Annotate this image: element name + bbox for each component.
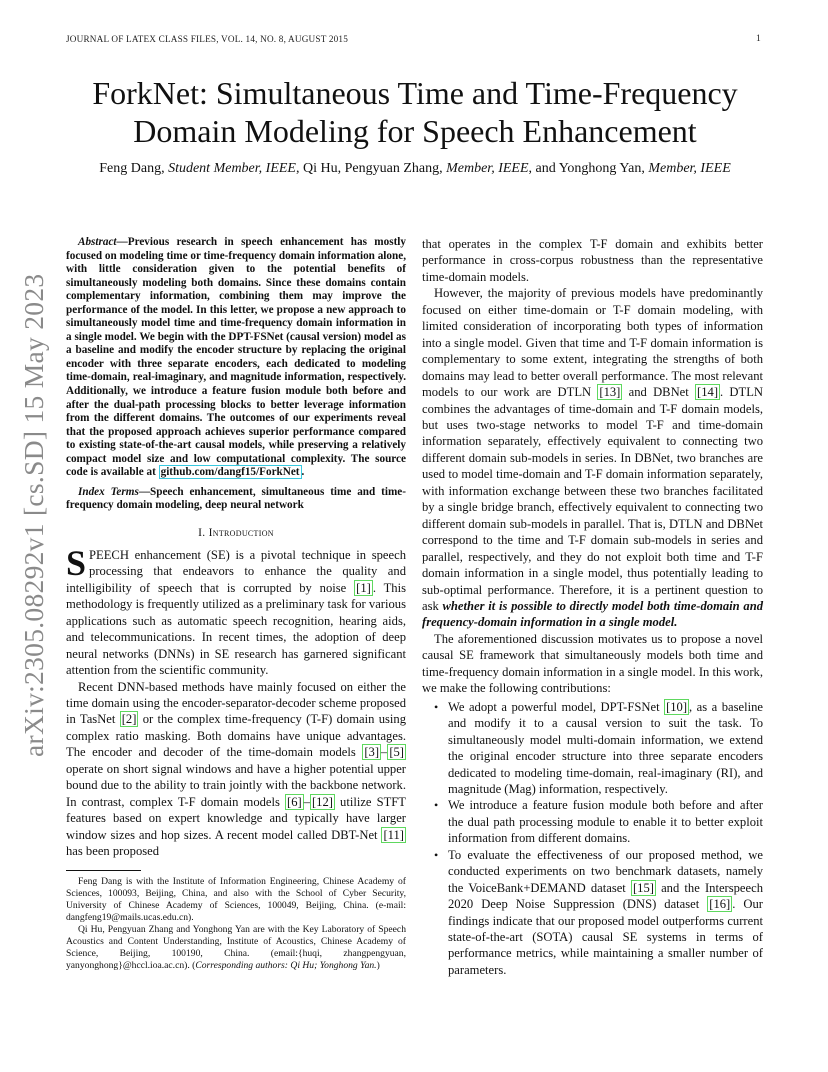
contribution-2 (422, 797, 763, 846)
paper-title (60, 74, 770, 150)
right-column (422, 236, 763, 978)
abstract-end: . (301, 466, 305, 479)
citation-16[interactable]: [16] (709, 897, 731, 912)
citation-11[interactable]: [11] (383, 827, 404, 842)
left-column (66, 236, 406, 972)
author-4-membership: Member, IEEE (648, 161, 731, 176)
author-1-membership: Student Member, IEEE (168, 161, 296, 176)
footnote-2-text: Qi Hu, Pengyuan Zhang and Yonghong Yan are with the Key Laboratory of Speech Acoustics and Content Understanding, Institute of Acoustics, Chinese Academy of Science, Beijing, 100190, China. (email:{huqi, zhangpengyuan, yanyonghong}@hccl.ioa.ac.cn). ( (66, 923, 406, 971)
contribution-2-text: We introduce a feature fusion module both before and after the dual path processing module to enable it to better exploit information from different domains. (448, 798, 763, 846)
index-terms-label: Index Terms (78, 485, 139, 498)
corresponding-authors: Corresponding authors: Qi Hu; Yonghong Yan. (195, 959, 377, 971)
contributions-list (422, 699, 763, 979)
author-2-3: , Qi Hu, Pengyuan Zhang, (296, 161, 447, 176)
section-title: Introduction (208, 526, 274, 539)
contribution-1 (422, 699, 763, 798)
intro-p2-text-e: has been proposed (66, 844, 160, 859)
citation-3[interactable]: [3] (364, 745, 380, 760)
bullet-icon: • (434, 699, 439, 714)
footnote-rule (66, 870, 141, 871)
contribution-1-text-b: , as a baseline and modify it to a causal version to suit the task. To simultaneously model multi-domain information, we extend the original encoder structure into three separate encoders dedicated to modeling time-domain, real-imaginary (RI), and magnitude (Mag) information, respectively. (448, 699, 763, 796)
bullet-icon: • (434, 798, 439, 813)
intro-p1-text: PEECH enhancement (SE) is a pivotal technique in speech processing that endeavors to enhance the quality and intelligibility of speech that is corrupted by noise (66, 547, 406, 595)
citation-15[interactable]: [15] (632, 880, 654, 895)
intro-p4-text-b: and DBNet (622, 385, 696, 400)
citation-range-dash: – (381, 745, 388, 760)
title-line-2: Domain Modeling for Speech Enhancement (133, 113, 697, 149)
page-number: 1 (756, 34, 761, 44)
section-heading-introduction (66, 527, 406, 539)
running-header: JOURNAL OF LATEX CLASS FILES, VOL. 14, NO. 8, AUGUST 2015 (66, 34, 349, 44)
abstract (66, 236, 406, 480)
citation-range-dash: – (303, 794, 310, 809)
contribution-3-text-c: . Our findings indicate that our proposed model outperforms current state-of-the-art (SOTA) causal SE systems in terms of performance metrics, while maintaining a smaller number of parameters. (448, 897, 763, 977)
citation-5[interactable]: [5] (389, 745, 404, 760)
contribution-3-text-b: and the Interspeech 2020 Deep Noise Suppression (DNS) dataset (448, 880, 763, 912)
abstract-label: Abstract (78, 236, 117, 248)
intro-p4-text: However, the majority of previous models have predominantly focused on either time-domain or T-F domain modeling, with limited consideration of incorporating both types of information into a single model. Given that time and T-F domain information is complementary to some extent, integrating the strengths of both domains may lead to better overall performance. The most relevant models to our work are DTLN (422, 286, 763, 400)
intro-p1-text-cont: . This methodology is frequently utilized as a preliminary task for various applications such as automatic speech recognition, hearing aids, and telecommunications. In recent times, the adoption of deep neural networks (DNNs) in SE research has garnered significant attention from the scientific community. (66, 580, 406, 678)
intro-p2-text-c: operate on short signal windows and have a higher potential upper bound due to the ability to train jointly with the backbone network. In contrast, complex T-F domain models (66, 761, 406, 809)
citation-1[interactable]: [1] (356, 580, 371, 595)
citation-10[interactable]: [10] (666, 699, 688, 714)
source-code-link[interactable]: github.com/dangf15/ForkNet (160, 466, 300, 479)
arxiv-identifier: arXiv:2305.08292v1 [cs.SD] 15 May 2023 (18, 273, 49, 757)
author-1: Feng Dang, (99, 161, 169, 176)
author-4: , and Yonghong Yan, (528, 161, 649, 176)
section-numeral: I. (198, 526, 209, 539)
index-terms-text: —Speech enhancement, simultaneous time and time-frequency domain modeling, deep neural network (66, 485, 406, 512)
citation-12[interactable]: [12] (311, 794, 333, 809)
drop-cap: S (66, 542, 87, 583)
abstract-text: —Previous research in speech enhancement has mostly focused on modeling time or time-frequency domain information alone, with little consideration given to the potential benefits of simultaneously modeling both domains. Since these domains contain complementary information, combining them may improve the performance of the model. In this letter, we propose a new approach to simultaneously model time and time-frequency domain information in a single model. We begin with the DPT-FSNet (causal version) model as a baseline and modify the encoder structure by replacing the original encoder with three separate encoders, each dedicated to modeling time-domain, real-imaginary, and magnitude information, respectively. Additionally, we introduce a feature fusion module both before and after the dual-path processing blocks to better leverage information from the different domains. The outcomes of our experiments reveal that the proposed approach achieves superior performance compared to existing state-of-the-art causal models, while preserving a relatively compact model size and low computational complexity. The source code is available at (66, 236, 406, 479)
intro-p2-text-b: or the complex time-frequency (T-F) domain using complex ratio masking. Both domains have unique advantages. The encoder and decoder of the time-domain models (66, 712, 406, 760)
intro-paragraph-3: that operates in the complex T-F domain and exhibits better performance in cross-corpus robustness than the representative time-domain models. (422, 237, 763, 284)
title-line-1: ForkNet: Simultaneous Time and Time-Frequency (92, 75, 738, 111)
bullet-icon: • (434, 847, 439, 862)
intro-paragraph-1 (66, 542, 406, 679)
intro-p2-text: Recent DNN-based methods have mainly focused on either the time domain using the encoder-separator-decoder scheme proposed in TasNet (66, 679, 406, 727)
citation-6[interactable]: [6] (287, 794, 302, 809)
intro-paragraph-2 (66, 679, 406, 860)
footnote-1: Feng Dang is with the Institute of Information Engineering, Chinese Academy of Sciences, 100093, Beijing, China, and also with the School of Cyber Security, University of Chinese Academy of Sciences, 100049, Beijing, China. (e-mail: dangfeng19@mails.ucas.edu.cn). (66, 875, 406, 923)
contribution-3-text: To evaluate the effectiveness of our proposed method, we conducted experiments on two benchmark datasets, namely the VoiceBank+DEMAND dataset (448, 847, 763, 895)
citation-13[interactable]: [13] (599, 385, 621, 400)
footnote-2-end: ) (376, 959, 380, 971)
citation-14[interactable]: [14] (697, 385, 719, 400)
contribution-3 (422, 847, 763, 979)
citation-2[interactable]: [2] (121, 712, 137, 727)
index-terms (66, 486, 406, 513)
author-list (40, 160, 790, 178)
intro-p2-text-d: utilize STFT features based on expert knowledge and typically have larger window sizes and hop sizes. A recent model called DBT-Net (66, 794, 406, 842)
author-3-membership: Member, IEEE (446, 161, 529, 176)
contribution-1-text: We adopt a powerful model, DPT-FSNet (448, 699, 665, 714)
intro-paragraph-5: The aforementioned discussion motivates us to propose a novel causal SE framework that simultaneously models both time and time-frequency domain information in a single model. In this work, we make the following contributions: (422, 631, 763, 696)
footnote-2 (66, 924, 406, 972)
intro-p4-text-c: . DTLN combines the advantages of time-domain and T-F domain models, but uses two-stage networks to model T-F and time-domain information separately, effectively equivalent to connecting two different domain sub-models in series. In DBNet, two branches are used to model time-domain and T-F domain information separately, with information exchange between these two branches facilitated by a single bridge branch, effectively equivalent to connecting two different domain sub-models in parallel. That is, DTLN and DBNet correspond to the time and T-F domain sub-models in series and parallel, respectively, and they do not exploit both time and T-F domain information in a single model, thus potentially leading to sub-optimal performance. Therefore, it is a pertinent question to ask (422, 385, 764, 613)
research-question: whether it is possible to directly model both time-domain and frequency-domain information in a single model. (422, 598, 764, 630)
intro-paragraph-4 (422, 285, 763, 631)
